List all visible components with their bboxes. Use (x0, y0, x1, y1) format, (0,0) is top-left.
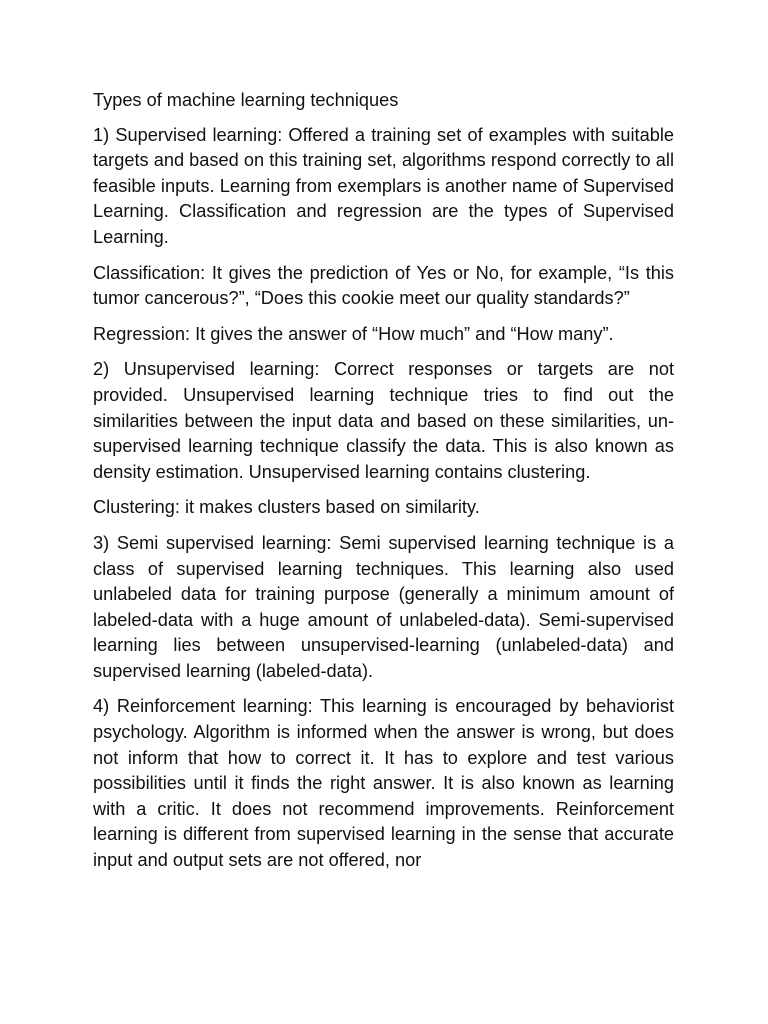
paragraph-unsupervised-learning: 2) Unsupervised learning: Correct responses or targets are not provided. Unsupervised learning technique tries to find out the similarities between the input data and based on these similarities, un-supervised learning technique classify the data. This is also known as density estimation. Unsupervised learning contains clustering. (93, 359, 674, 482)
paragraph-classification: Classification: It gives the prediction of Yes or No, for example, “Is this tumor cancerous?”, “Does this cookie meet our quality standards?” (93, 262, 674, 309)
document-title: Types of machine learning techniques (93, 90, 399, 110)
paragraph-supervised-learning: 1) Supervised learning: Offered a training set of examples with suitable targets and based on this training set, algorithms respond correctly to all feasible inputs. Learning from exemplars is another name of Supervised Learning. Classification and regression are the types of Supervised Learning. (93, 124, 674, 247)
paragraph-semi-supervised-learning: 3) Semi supervised learning: Semi supervised learning technique is a class of supervised learning techniques. This learning also used unlabeled data for training purpose (generally a minimum amount of labeled-data with a huge amount of unlabeled-data). Semi-supervised learning lies between unsupervised-learning (unlabeled-data) and supervised learning (labeled-data). (93, 532, 674, 681)
paragraph-clustering: Clustering: it makes clusters based on similarity. (93, 497, 480, 518)
document-page (93, 88, 674, 884)
paragraph-regression: Regression: It gives the answer of “How much” and “How many”. (93, 323, 614, 344)
paragraph-reinforcement-learning: 4) Reinforcement learning: This learning is encouraged by behaviorist psychology. Algorithm is informed when the answer is wrong, but does not inform that how to correct it. It has to explore and test various possibilities until it finds the right answer. It is also known as learning with a critic. It does not recommend improvements. Reinforcement learning is different from supervised learning in the sense that accurate input and output sets are not offered, nor (93, 696, 674, 871)
